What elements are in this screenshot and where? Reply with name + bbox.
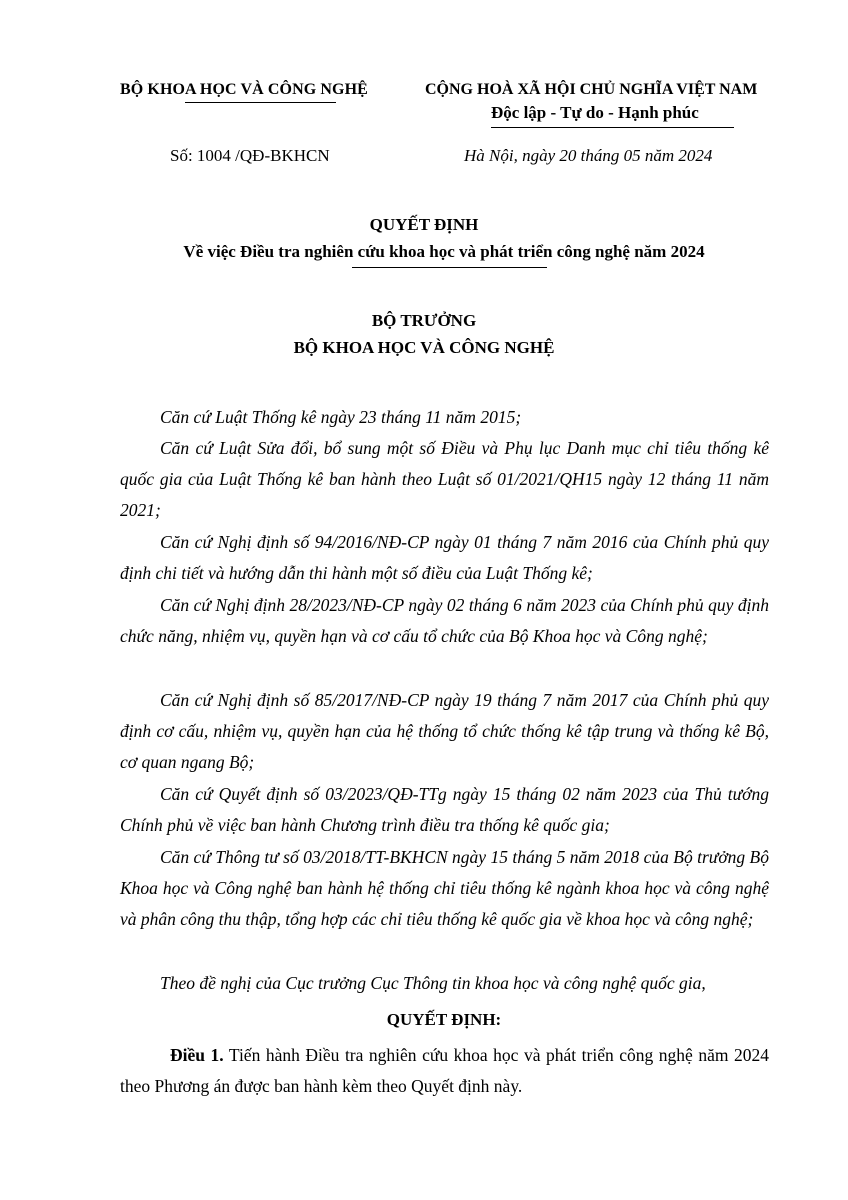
preamble-item: Căn cứ Thông tư số 03/2018/TT-BKHCN ngày 15 tháng 5 năm 2018 của Bộ trưởng Bộ Khoa học và Công nghệ ban hành hệ thống chỉ tiêu thống kê ngành khoa học và công nghệ và phân công thu thập, tổng hợp các chỉ tiêu thống kê quốc gia về khoa học và công nghệ;: [120, 847, 769, 929]
article-1-label: Điều 1.: [170, 1045, 224, 1065]
article-1: [120, 1040, 769, 1102]
issuing-agency: BỘ KHOA HỌC VÀ CÔNG NGHỆ: [120, 81, 368, 98]
national-motto: Độc lập - Tự do - Hạnh phúc: [491, 103, 699, 122]
authority-title: BỘ TRƯỞNG: [371, 311, 477, 330]
document-subject: Về việc Điều tra nghiên cứu khoa học và phát triển công nghệ năm 2024: [183, 242, 705, 261]
document-number: Số: 1004 /QĐ-BKHCN: [170, 146, 330, 165]
article-1-text: Tiến hành Điều tra nghiên cứu khoa học và phát triển công nghệ năm 2024 theo Phương án được ban hành kèm theo Quyết định này.: [120, 1045, 769, 1096]
preamble-item: Theo đề nghị của Cục trưởng Cục Thông tin khoa học và công nghệ quốc gia,: [160, 973, 706, 993]
document-title: QUYẾT ĐỊNH: [369, 215, 479, 234]
authority-ministry: BỘ KHOA HỌC VÀ CÔNG NGHỆ: [293, 338, 555, 357]
title-underline: [352, 267, 547, 268]
preamble-item: Căn cứ Luật Sửa đổi, bổ sung một số Điều và Phụ lục Danh mục chỉ tiêu thống kê quốc gia của Luật Thống kê ban hành theo Luật số 01/2021/QH15 ngày 12 tháng 11 năm 2021;: [120, 438, 769, 520]
preamble-item: Căn cứ Quyết định số 03/2023/QĐ-TTg ngày 15 tháng 02 năm 2023 của Thủ tướng Chính phủ về việc ban hành Chương trình điều tra thống kê quốc gia;: [120, 784, 769, 835]
motto-underline: [491, 127, 734, 128]
preamble-item: Căn cứ Luật Thống kê ngày 23 tháng 11 năm 2015;: [160, 407, 522, 427]
preamble-item: Căn cứ Nghị định số 94/2016/NĐ-CP ngày 01 tháng 7 năm 2016 của Chính phủ quy định chi tiết và hướng dẫn thi hành một số điều của Luật Thống kê;: [120, 532, 769, 583]
national-title: CỘNG HOÀ XÃ HỘI CHỦ NGHĨA VIỆT NAM: [425, 81, 758, 98]
preamble-item: Căn cứ Nghị định 28/2023/NĐ-CP ngày 02 tháng 6 năm 2023 của Chính phủ quy định chức năng, nhiệm vụ, quyền hạn và cơ cấu tổ chức của Bộ Khoa học và Công nghệ;: [120, 595, 769, 646]
place-and-date: Hà Nội, ngày 20 tháng 05 năm 2024: [464, 146, 713, 165]
preamble-item: Căn cứ Nghị định số 85/2017/NĐ-CP ngày 19 tháng 7 năm 2017 của Chính phủ quy định cơ cấu, nhiệm vụ, quyền hạn của hệ thống tổ chức thống kê tập trung và thống kê Bộ, cơ quan ngang Bộ;: [120, 690, 769, 772]
decision-heading: QUYẾT ĐỊNH:: [386, 1010, 502, 1029]
agency-underline: [185, 102, 336, 103]
